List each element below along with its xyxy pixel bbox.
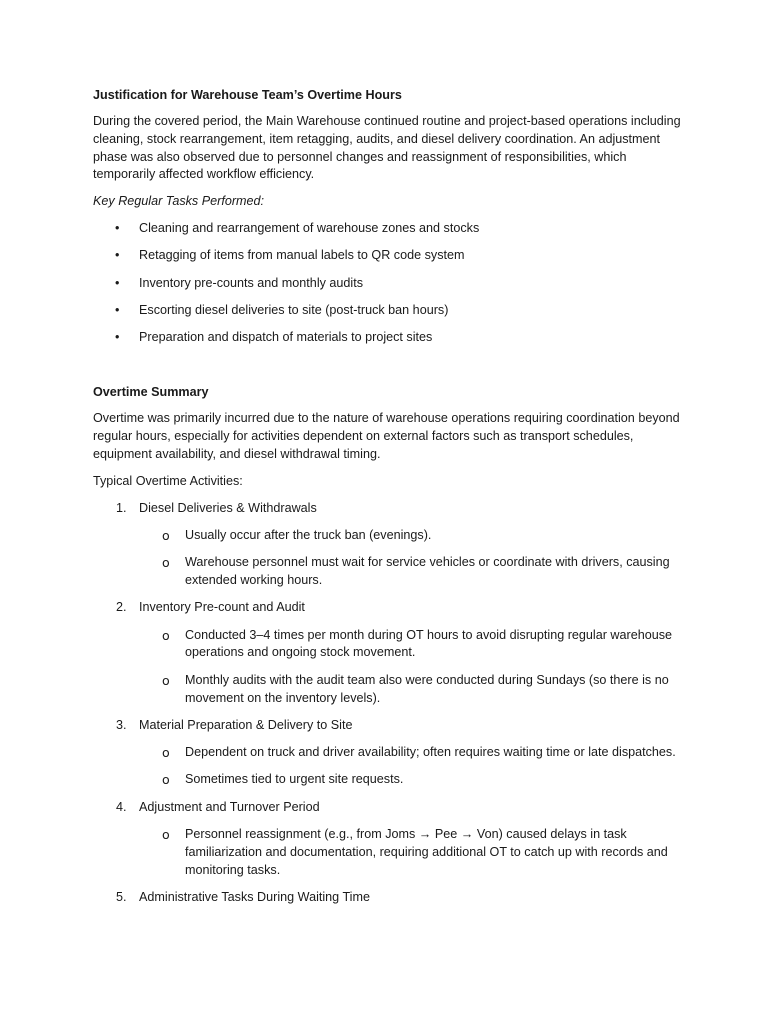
bullet-icon: • [115, 330, 120, 345]
sub-list [139, 627, 683, 708]
sub-item-text: Dependent on truck and driver availability; often requires waiting time or late dispatches. [185, 745, 676, 760]
item-number: 3. [116, 717, 127, 732]
list-item [93, 329, 683, 347]
numbered-item [93, 717, 683, 789]
circle-bullet-icon: o [162, 772, 170, 788]
bullet-icon: • [115, 302, 120, 317]
section-spacer [93, 356, 683, 383]
list-item-text: Preparation and dispatch of materials to project sites [139, 330, 433, 345]
bullet-icon: • [115, 275, 120, 290]
numbered-item [93, 799, 683, 880]
sub-item-text: Monthly audits with the audit team also were conducted during Sundays (so there is no movement on the inventory levels). [185, 672, 669, 705]
item-number: 4. [116, 799, 127, 814]
item-label: Diesel Deliveries & Withdrawals [139, 500, 317, 515]
key-tasks-list [93, 220, 683, 347]
numbered-item [93, 599, 683, 707]
item-label: Adjustment and Turnover Period [139, 799, 320, 814]
circle-bullet-icon: o [162, 745, 170, 761]
document-page [93, 86, 683, 916]
list-item-text: Escorting diesel deliveries to site (post-truck ban hours) [139, 302, 449, 317]
numbered-item [93, 500, 683, 590]
sub-list-item [139, 554, 683, 590]
item-label: Inventory Pre-count and Audit [139, 600, 305, 615]
list-item-text: Cleaning and rearrangement of warehouse zones and stocks [139, 220, 480, 235]
sub-item-text: Conducted 3–4 times per month during OT hours to avoid disrupting regular warehouse operations and ongoing stock movement. [185, 627, 673, 660]
circle-bullet-icon: o [162, 627, 170, 643]
list-item-text: Retagging of items from manual labels to QR code system [139, 248, 465, 263]
sub-item-text: Usually occur after the truck ban (evenings). [185, 527, 432, 542]
intro-paragraph: During the covered period, the Main Warehouse continued routine and project-based operations including cleaning, stock rearrangement, item retagging, audits, and diesel delivery coordination. An adjustment phase was also observed due to personnel changes and reassignment of responsibilities, which temporarily affected workflow efficiency. [93, 114, 681, 182]
sub-list [139, 826, 683, 879]
numbered-item [93, 889, 683, 907]
sub-list-item [139, 527, 683, 545]
item-label: Administrative Tasks During Waiting Time [139, 889, 370, 904]
sub-list-item [139, 826, 683, 879]
overtime-summary-heading: Overtime Summary [93, 385, 209, 400]
circle-bullet-icon: o [162, 555, 170, 571]
list-item [93, 247, 683, 265]
sub-list-item [139, 744, 683, 762]
sub-item-text: Personnel reassignment (e.g., from Joms → Pee → Von) caused delays in task familiarization and documentation, requiring additional OT to catch up with records and monitoring tasks. [185, 827, 668, 877]
document-title: Justification for Warehouse Team’s Overtime Hours [93, 88, 402, 102]
sub-item-text: Sometimes tied to urgent site requests. [185, 772, 404, 787]
item-number: 2. [116, 600, 127, 615]
activities-list [93, 500, 683, 907]
item-number: 5. [116, 889, 127, 904]
activities-heading: Typical Overtime Activities: [93, 473, 243, 488]
sub-item-text: Warehouse personnel must wait for service vehicles or coordinate with drivers, causing extended working hours. [185, 555, 670, 588]
sub-list-item [139, 672, 683, 708]
item-label: Material Preparation & Delivery to Site [139, 717, 353, 732]
list-item [93, 220, 683, 238]
sub-list [139, 744, 683, 789]
list-item [93, 275, 683, 293]
overtime-intro-paragraph: Overtime was primarily incurred due to the nature of warehouse operations requiring coordination beyond regular hours, especially for activities dependent on external factors such as transport schedules, equipment availability, and diesel withdrawal timing. [93, 411, 680, 462]
sub-list-item [139, 627, 683, 663]
list-item-text: Inventory pre-counts and monthly audits [139, 275, 364, 290]
circle-bullet-icon: o [162, 827, 170, 843]
circle-bullet-icon: o [162, 672, 170, 688]
circle-bullet-icon: o [162, 527, 170, 543]
bullet-icon: • [115, 248, 120, 263]
item-number: 1. [116, 500, 127, 515]
list-item [93, 302, 683, 320]
bullet-icon: • [115, 220, 120, 235]
sub-list [139, 527, 683, 590]
key-tasks-heading: Key Regular Tasks Performed: [93, 194, 265, 209]
sub-list-item [139, 771, 683, 789]
